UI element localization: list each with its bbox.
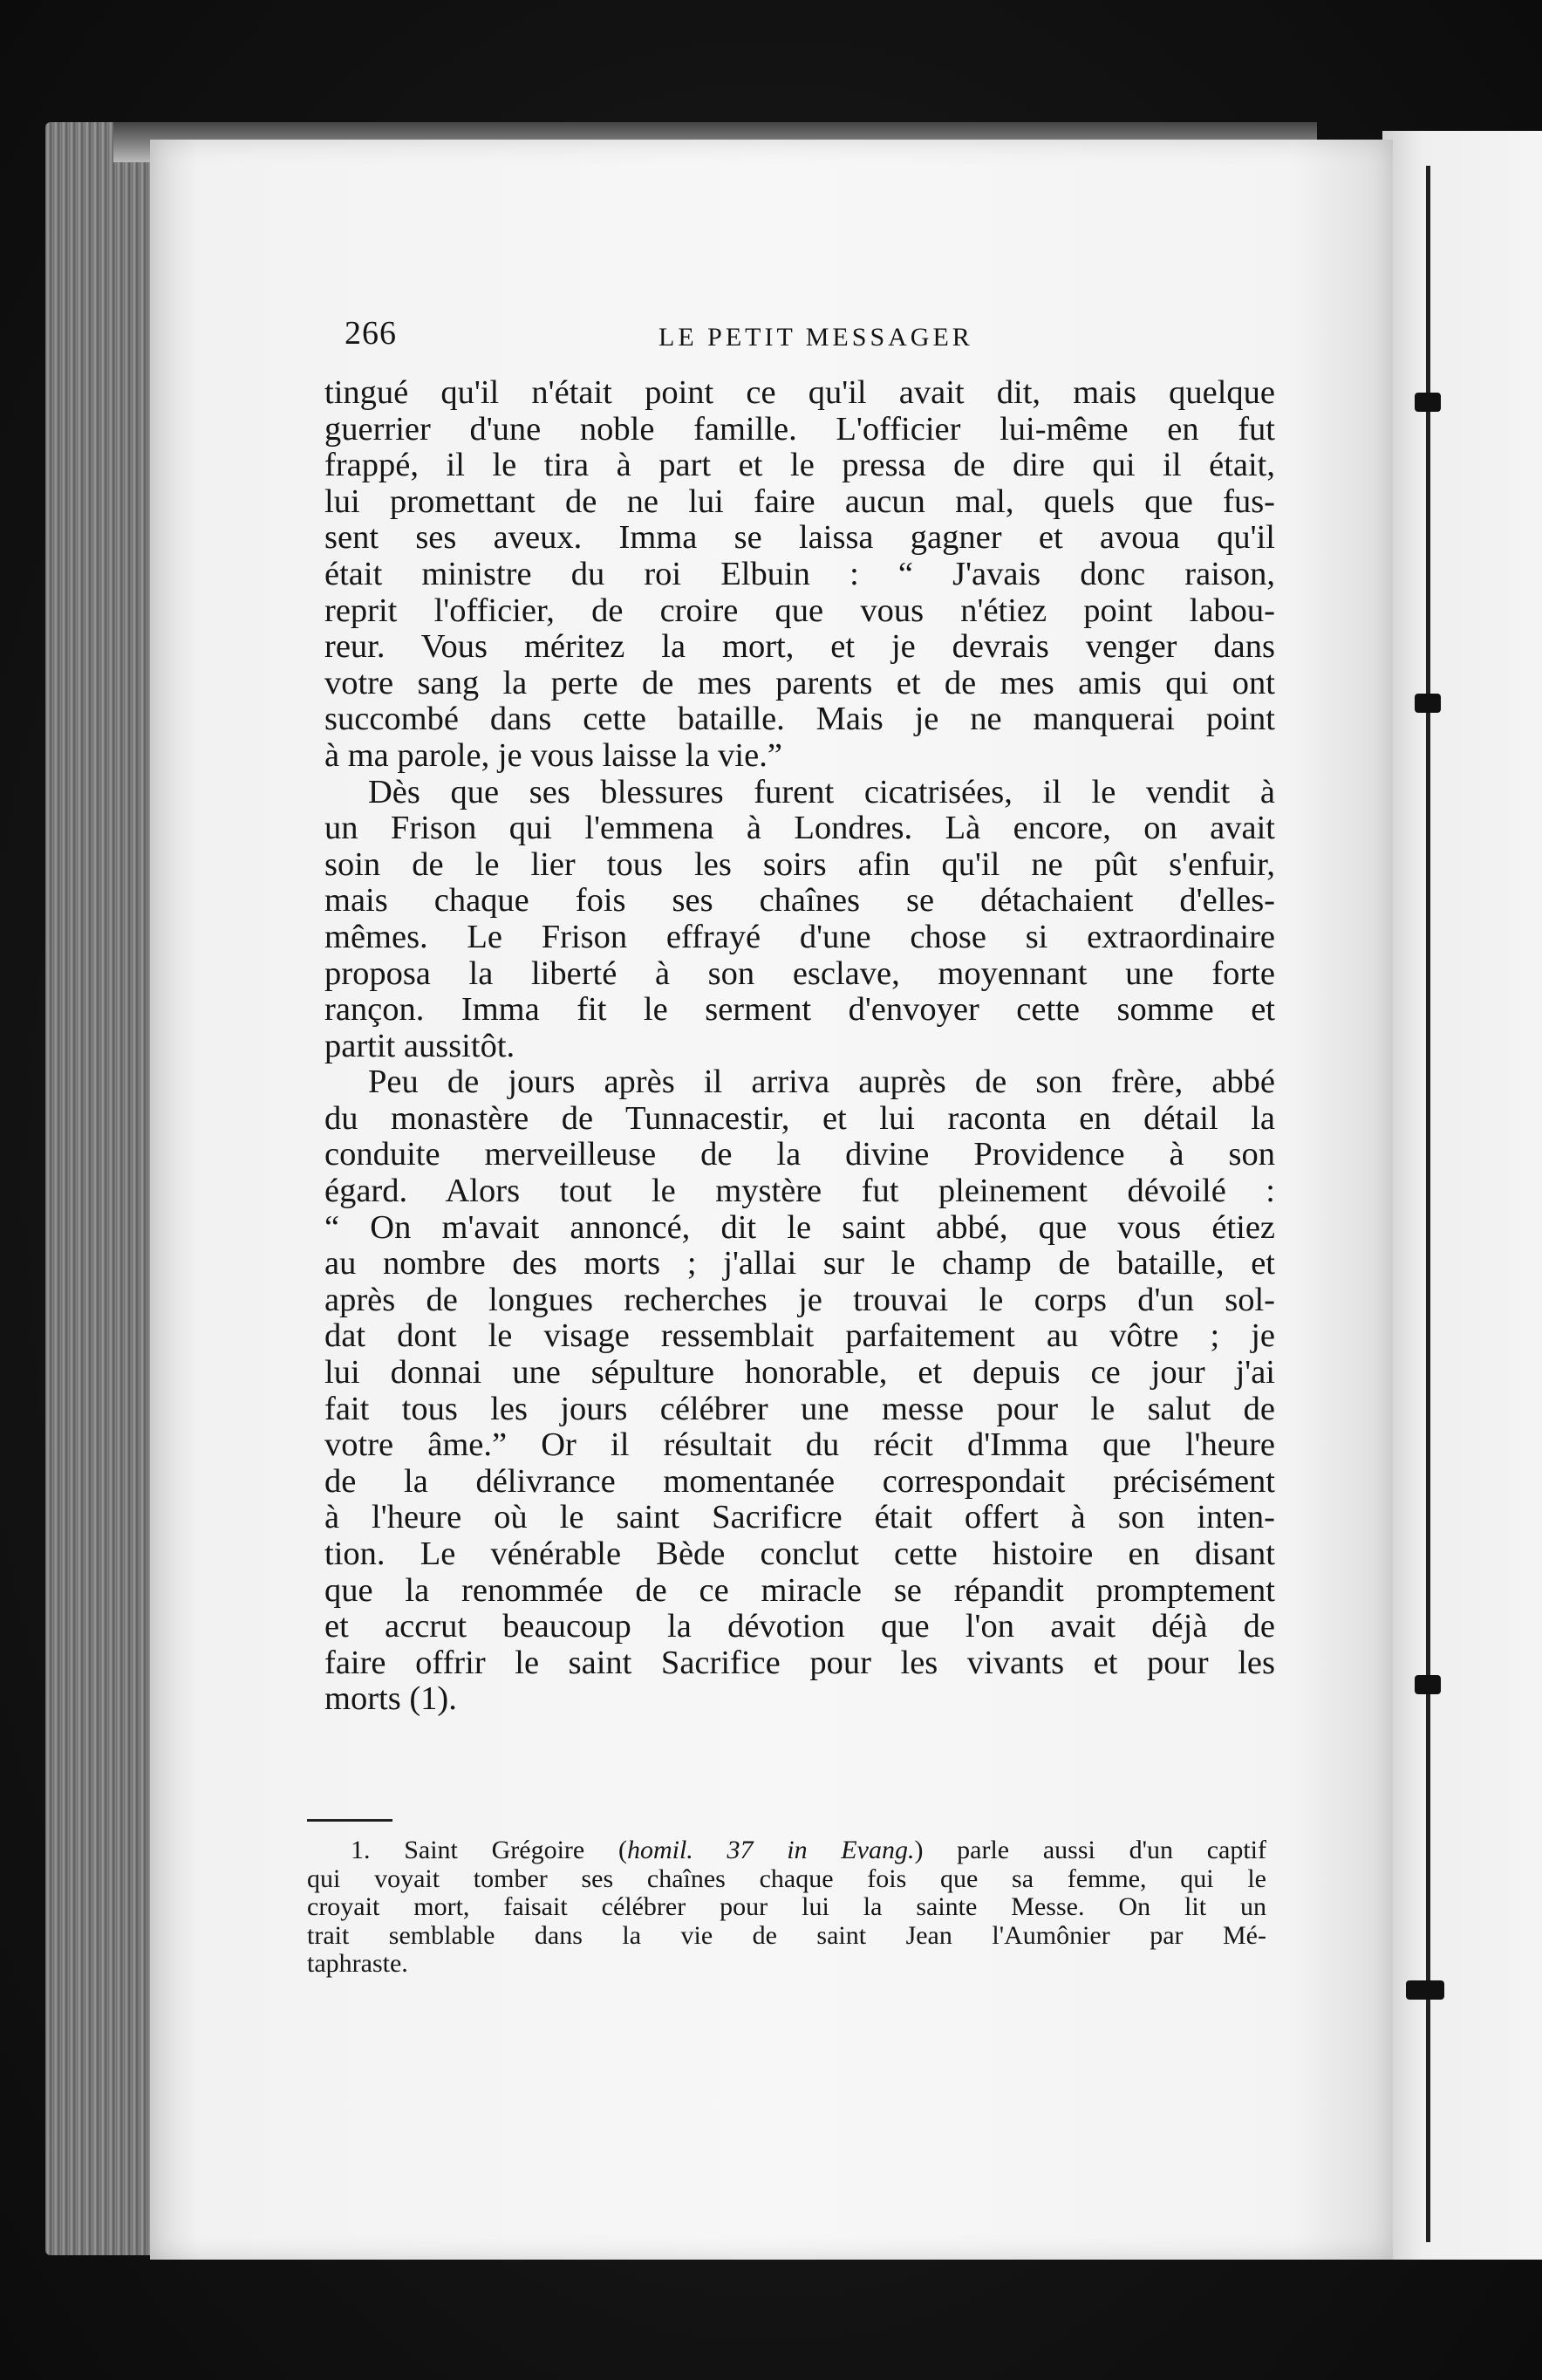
footnote-prefix: 1. Saint Grégoire ( [351, 1836, 627, 1864]
text-line: tingué qu'il n'était point ce qu'il avait dit, mais quelque [324, 374, 1275, 411]
text-line: mêmes. Le Frison effrayé d'une chose si extraordinaire [324, 918, 1275, 955]
text-line: lui donnai une sépulture honorable, et depuis ce jour j'ai [324, 1354, 1275, 1392]
spine-mark [1415, 1675, 1441, 1694]
footnote-line [307, 1836, 1266, 1865]
text-line: morts (1). [324, 1680, 457, 1718]
page-number: 266 [345, 315, 397, 352]
running-title: LE PETIT MESSAGER [658, 323, 973, 352]
text-line: conduite merveilleuse de la divine Providence à son [324, 1136, 1275, 1173]
footnote [307, 1836, 1266, 1979]
body-text [324, 375, 1275, 1718]
text-line: soin de le lier tous les soirs afin qu'il ne pût s'enfuir, [324, 845, 1275, 883]
text-line: votre âme.” Or il résultait du récit d'Imma que l'heure [324, 1426, 1275, 1464]
text-line: égard. Alors tout le mystère fut pleinement dévoilé : [324, 1173, 1275, 1210]
text-line: après de longues recherches je trouvai le corps d'un sol- [324, 1281, 1275, 1318]
text-line: était ministre du roi Elbuin : “ J'avais donc raison, [324, 555, 1275, 592]
spine-mark [1406, 1980, 1444, 2000]
text-line: lui promettant de ne lui faire aucun mal, quels que fus- [324, 482, 1275, 520]
text-line: “ On m'avait annoncé, dit le saint abbé, que vous étiez [324, 1208, 1275, 1246]
text-line: du monastère de Tunnacestir, et lui raconta en détail la [324, 1099, 1275, 1137]
text-line: votre sang la perte de mes parents et de mes amis qui ont [324, 664, 1275, 701]
text-line: frappé, il le tira à part et le pressa de dire qui il était, [324, 447, 1275, 484]
text-line: et accrut beaucoup la dévotion que l'on avait déjà de [324, 1608, 1275, 1645]
text-line: reur. Vous méritez la mort, et je devrais venger dans [324, 628, 1275, 666]
spine-line [1426, 166, 1430, 2242]
text-line: que la renommée de ce miracle se répandit promptement [324, 1571, 1275, 1609]
text-line: fait tous les jours célébrer une messe pour le salut de [324, 1390, 1275, 1427]
facing-page [1382, 131, 1542, 2260]
text-line: un Frison qui l'emmena à Londres. Là encore, on avait [324, 810, 1275, 847]
text-line: Peu de jours après il arriva auprès de son frère, abbé [368, 1063, 1275, 1101]
footnote-rule [307, 1819, 392, 1822]
spine-mark [1415, 393, 1441, 412]
text-line: guerrier d'une noble famille. L'officier lui-même en fut [324, 410, 1275, 448]
text-line: au nombre des morts ; j'allai sur le champ de bataille, et [324, 1245, 1275, 1282]
text-line: reprit l'officier, de croire que vous n'étiez point labou- [324, 592, 1275, 629]
spine-mark [1415, 694, 1441, 713]
footnote-line: qui voyait tomber ses chaînes chaque fois que sa femme, qui le [307, 1864, 1266, 1893]
text-line: Dès que ses blessures furent cicatrisées, il le vendit à [368, 773, 1275, 810]
text-line: sent ses aveux. Imma se laissa gagner et avoua qu'il [324, 519, 1275, 557]
text-line: de la délivrance momentanée correspondait précisément [324, 1462, 1275, 1500]
text-line: à ma parole, je vous laisse la vie.” [324, 736, 782, 774]
text-line: rançon. Imma fit le serment d'envoyer cette somme et [324, 991, 1275, 1029]
text-line: faire offrir le saint Sacrifice pour les vivants et pour les [324, 1644, 1275, 1681]
footnote-suffix: ) parle aussi d'un captif [914, 1836, 1266, 1864]
footnote-line: taphraste. [307, 1949, 408, 1978]
text-line: à l'heure où le saint Sacrificre était offert à son inten- [324, 1499, 1275, 1536]
footnote-citation: homil. 37 in Evang. [626, 1836, 915, 1864]
page-header [345, 314, 1034, 366]
text-line: partit aussitôt. [324, 1027, 515, 1064]
book-page-edges [45, 122, 159, 2255]
text-line: tion. Le vénérable Bède conclut cette histoire en disant [324, 1535, 1275, 1572]
text-line: mais chaque fois ses chaînes se détachaient d'elles- [324, 882, 1275, 920]
text-line: succombé dans cette bataille. Mais je ne manquerai point [324, 701, 1275, 738]
text-line: proposa la liberté à son esclave, moyennant une forte [324, 954, 1275, 992]
footnote-line: croyait mort, faisait célébrer pour lui la sainte Messe. On lit un [307, 1892, 1266, 1921]
text-line: dat dont le visage ressemblait parfaitement au vôtre ; je [324, 1317, 1275, 1355]
footnote-line: trait semblable dans la vie de saint Jean l'Aumônier par Mé- [307, 1920, 1266, 1950]
